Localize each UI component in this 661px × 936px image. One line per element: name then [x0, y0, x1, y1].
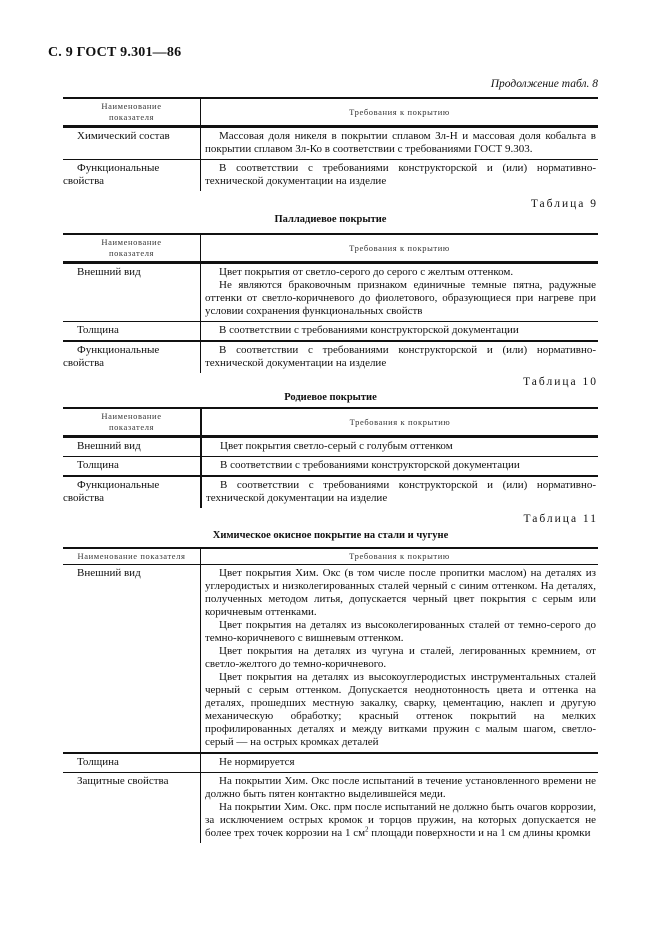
requirement-text: В соответствии с требованиями конструкторской и (или) нормативно-технической документации на изделие — [206, 479, 596, 504]
row-requirement — [201, 160, 599, 192]
header-line: Наименование — [101, 411, 162, 421]
requirement-text: Цвет покрытия на деталях из чугуна и сталей, легированных кремнием, от светло-желтого до темно-коричневого. — [205, 645, 596, 670]
row-requirement — [201, 565, 599, 754]
table8-continuation — [63, 97, 598, 191]
table-row — [63, 160, 598, 192]
table11-title: Химическое окисное покрытие на стали и чугуне — [212, 530, 449, 541]
requirement-text — [205, 801, 596, 840]
table-row — [63, 476, 598, 508]
row-indicator — [63, 263, 201, 322]
row-requirement — [201, 773, 599, 844]
table-row — [63, 457, 598, 477]
row-indicator — [63, 753, 201, 773]
requirement-text-main: На покрытии Хим. Окс. прм после испытаний не должно быть очагов коррозии, за исключением острых кромок и торцов пружин, на которых допускается не более трех точек коррозии на 1 см — [205, 801, 596, 839]
requirement-text: Не нормируется — [219, 756, 295, 768]
table11 — [63, 547, 598, 843]
requirement-text: В соответствии с требованиями конструкторской и (или) нормативно-технической документации на изделие — [205, 344, 596, 369]
table10-title: Родиевое покрытие — [284, 392, 377, 403]
row-requirement — [201, 341, 599, 373]
table-row — [63, 127, 598, 160]
indicator-text: свойства — [63, 175, 105, 187]
header-line: показателя — [108, 248, 155, 258]
requirement-text: На покрытии Хим. Окс после испытаний в течение установленного времени не должно быть пятен контактно выделившейся меди. — [205, 775, 596, 800]
table-header-row — [63, 408, 598, 437]
header-line: показателя — [108, 112, 155, 122]
row-requirement — [201, 457, 598, 477]
header-line: Наименование — [101, 237, 162, 247]
requirement-text: В соответствии с требованиями конструкторской документации — [219, 324, 519, 336]
indicator-text: свойства — [63, 492, 105, 504]
indicator-text: Функциональные — [77, 344, 160, 356]
table9-title: Палладиевое покрытие — [274, 214, 387, 225]
row-requirement — [201, 753, 599, 773]
row-requirement — [201, 476, 598, 508]
requirement-text: Цвет покрытия на деталях из высокоуглеродистых инструментальных сталей черный с серым оттенком. Допускается неоднотонность цвета и оттенка на деталях, прошедших местную закалку, сварку, цементацию, наклеп и другую механическую обработку; красный оттенок покрытий на мелких профилированных деталях и между витками пружин с малым шагом, светло-серый — на острых кромках деталей — [205, 671, 596, 748]
indicator-text: Толщина — [77, 324, 119, 336]
requirement-text: Цвет покрытия Хим. Окс (в том числе после пропитки маслом) на деталях из углеродистых и низколегированных сталей черный с синим оттенком. На деталях, полученных методом литья, допускается черный цвет покрытия с серым или коричневым оттенками. — [205, 567, 596, 618]
row-indicator — [63, 322, 201, 342]
indicator-text: Внешний вид — [77, 567, 141, 579]
row-indicator — [63, 457, 201, 477]
header-indicator — [63, 98, 201, 127]
table-row — [63, 263, 598, 322]
row-indicator — [63, 565, 201, 754]
table-header-row — [63, 98, 598, 127]
superscript: 2 — [365, 825, 369, 834]
row-requirement — [201, 322, 599, 342]
requirement-text-tail: площади поверхности и на 1 см длины кромки — [368, 827, 591, 839]
row-requirement — [201, 127, 599, 160]
header-line: показателя — [108, 422, 155, 432]
row-indicator — [63, 476, 201, 508]
table-row — [63, 773, 598, 844]
header-requirements: Требования к покрытию — [201, 234, 599, 263]
table-row — [63, 565, 598, 754]
table-row — [63, 341, 598, 373]
row-requirement — [201, 263, 599, 322]
row-indicator — [63, 437, 201, 457]
indicator-text: Внешний вид — [77, 266, 141, 278]
header-line: Наименование — [101, 101, 162, 111]
row-indicator — [63, 127, 201, 160]
table9-caption: Таблица 9 — [530, 198, 598, 210]
requirement-text: Цвет покрытия от светло-серого до серого с желтым оттенком. — [219, 266, 514, 278]
table-row — [63, 437, 598, 457]
header-requirements: Требования к покрытию — [201, 548, 599, 565]
requirement-text: В соответствии с требованиями конструкторской документации — [220, 459, 520, 471]
indicator-text: Химический состав — [77, 130, 170, 142]
row-requirement — [201, 437, 598, 457]
table-row — [63, 322, 598, 342]
requirement-text: Не являются браковочным признаком единичные темные пятна, радужные оттенки от светло-коричневого до фиолетового, образующиеся при нагреве при условии сохранения функциональных свойств — [205, 279, 596, 317]
header-indicator: Наименование показателя — [63, 548, 201, 565]
page-header: С. 9 ГОСТ 9.301—86 — [48, 45, 182, 60]
requirement-text: Цвет покрытия светло-серый с голубым оттенком — [220, 440, 453, 452]
table-header-row — [63, 234, 598, 263]
requirement-text: В соответствии с требованиями конструкторской и (или) нормативно-технической документации на изделие — [205, 162, 596, 187]
row-indicator — [63, 341, 201, 373]
header-requirements: Требования к покрытию — [201, 98, 599, 127]
header-indicator — [63, 408, 201, 437]
table11-caption: Таблица 11 — [523, 513, 598, 525]
indicator-text: Функциональные — [77, 479, 160, 491]
indicator-text: Защитные свойства — [77, 775, 169, 787]
requirement-text: Массовая доля никеля в покрытии сплавом Зл-Н и массовая доля кобальта в покрытии сплавом Зл-Ко в соответствии с требованиями ГОСТ 9.303. — [205, 130, 596, 155]
table10 — [63, 407, 598, 508]
requirement-text: Цвет покрытия на деталях из высоколегированных сталей от темно-серого до темно-коричневого с вишневым оттенком. — [205, 619, 596, 644]
header-requirements: Требования к покрытию — [201, 408, 598, 437]
row-indicator — [63, 773, 201, 844]
indicator-text: Толщина — [77, 756, 119, 768]
table-row — [63, 753, 598, 773]
table10-caption: Таблица 10 — [523, 376, 598, 388]
header-indicator — [63, 234, 201, 263]
table-header-row — [63, 548, 598, 565]
row-indicator — [63, 160, 201, 192]
indicator-text: свойства — [63, 357, 105, 369]
table9 — [63, 233, 598, 373]
indicator-text: Толщина — [77, 459, 119, 471]
indicator-text: Функциональные — [77, 162, 160, 174]
table8-continuation-caption: Продолжение табл. 8 — [490, 78, 598, 90]
indicator-text: Внешний вид — [77, 440, 141, 452]
